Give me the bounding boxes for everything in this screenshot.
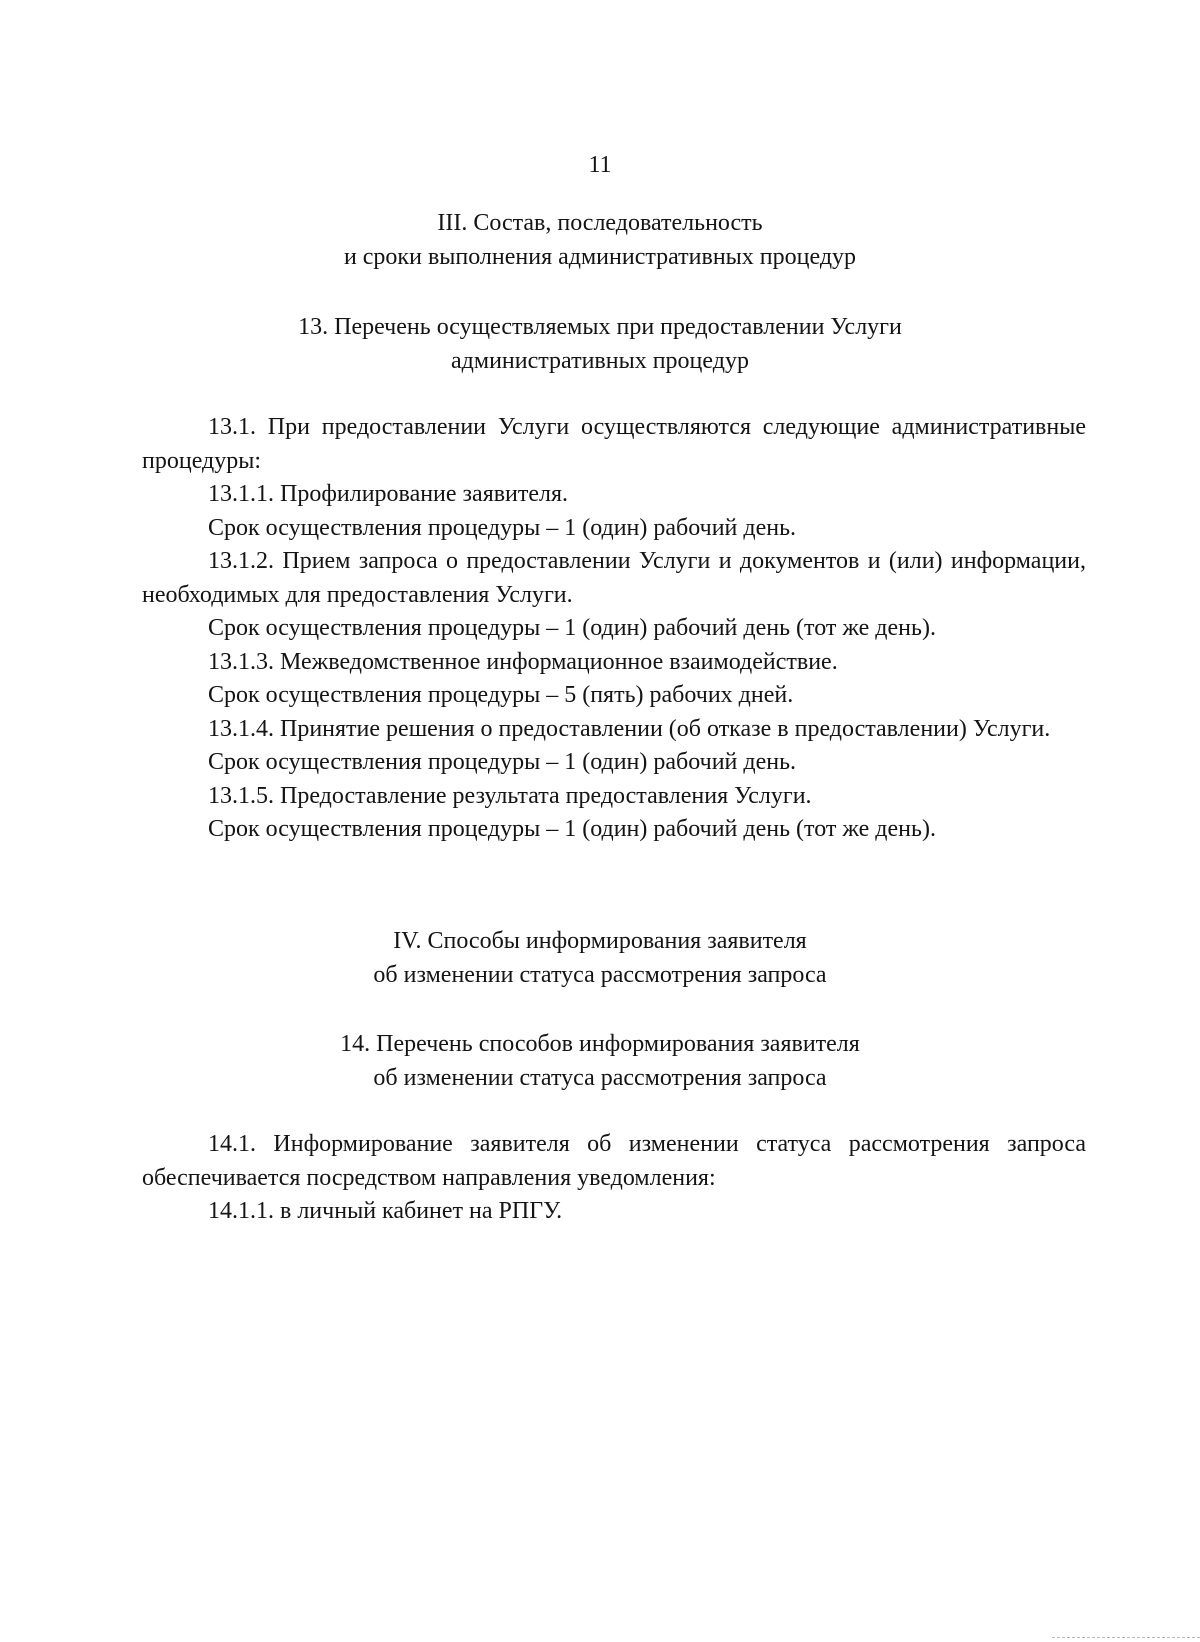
- scan-edge-mark: [1052, 1637, 1200, 1638]
- section-14-heading: [0, 1027, 1200, 1095]
- section-4-heading-line-1: IV. Способы информирования заявителя: [393, 928, 807, 954]
- paragraph-13-1-3-term: Срок осуществления процедуры – 5 (пять) рабочих дней.: [208, 682, 794, 708]
- section-4-heading-line-2: об изменении статуса рассмотрения запроса: [373, 962, 827, 988]
- paragraph-14-1: 14.1. Информирование заявителя об изменении статуса рассмотрения запроса обеспечивается посредством направления уведомления:: [142, 1131, 1086, 1191]
- page-number: 11: [588, 152, 612, 178]
- section-14-heading-line-2: об изменении статуса рассмотрения запроса: [373, 1065, 827, 1091]
- section-14-body: [142, 1128, 1086, 1229]
- paragraph-13-1-4: 13.1.4. Принятие решения о предоставлении (об отказе в предоставлении) Услуги.: [208, 715, 1051, 742]
- paragraph-13-1-4-term: Срок осуществления процедуры – 1 (один) рабочий день.: [208, 749, 797, 775]
- section-4-heading: [0, 924, 1200, 992]
- section-13-heading-line-1: 13. Перечень осуществляемых при предоставлении Услуги: [298, 314, 902, 340]
- paragraph-13-1-1: 13.1.1. Профилирование заявителя.: [208, 481, 569, 507]
- paragraph-13-1-2-term: Срок осуществления процедуры – 1 (один) рабочий день (тот же день).: [208, 615, 936, 641]
- section-13-body: [142, 411, 1086, 847]
- section-3-heading: [0, 206, 1200, 274]
- paragraph-13-1-2: 13.1.2. Прием запроса о предоставлении Услуги и документов и (или) информации, необходимых для предоставления Услуги.: [142, 548, 1086, 608]
- paragraph-13-1-3: 13.1.3. Межведомственное информационное взаимодействие.: [208, 648, 838, 675]
- section-3-heading-line-2: и сроки выполнения административных процедур: [343, 244, 857, 270]
- section-3-heading-line-1: III. Состав, последовательность: [437, 210, 763, 236]
- section-13-heading: [0, 310, 1200, 378]
- section-14-heading-line-1: 14. Перечень способов информирования заявителя: [340, 1031, 860, 1057]
- paragraph-14-1-1: 14.1.1. в личный кабинет на РПГУ.: [208, 1198, 563, 1224]
- paragraph-13-1: 13.1. При предоставлении Услуги осуществляются следующие административные процедуры:: [142, 414, 1086, 474]
- section-13-heading-line-2: административных процедур: [451, 348, 749, 374]
- paragraph-13-1-5: 13.1.5. Предоставление результата предоставления Услуги.: [208, 782, 812, 809]
- paragraph-13-1-1-term: Срок осуществления процедуры – 1 (один) рабочий день.: [208, 514, 797, 541]
- paragraph-13-1-5-term: Срок осуществления процедуры – 1 (один) рабочий день (тот же день).: [208, 816, 936, 842]
